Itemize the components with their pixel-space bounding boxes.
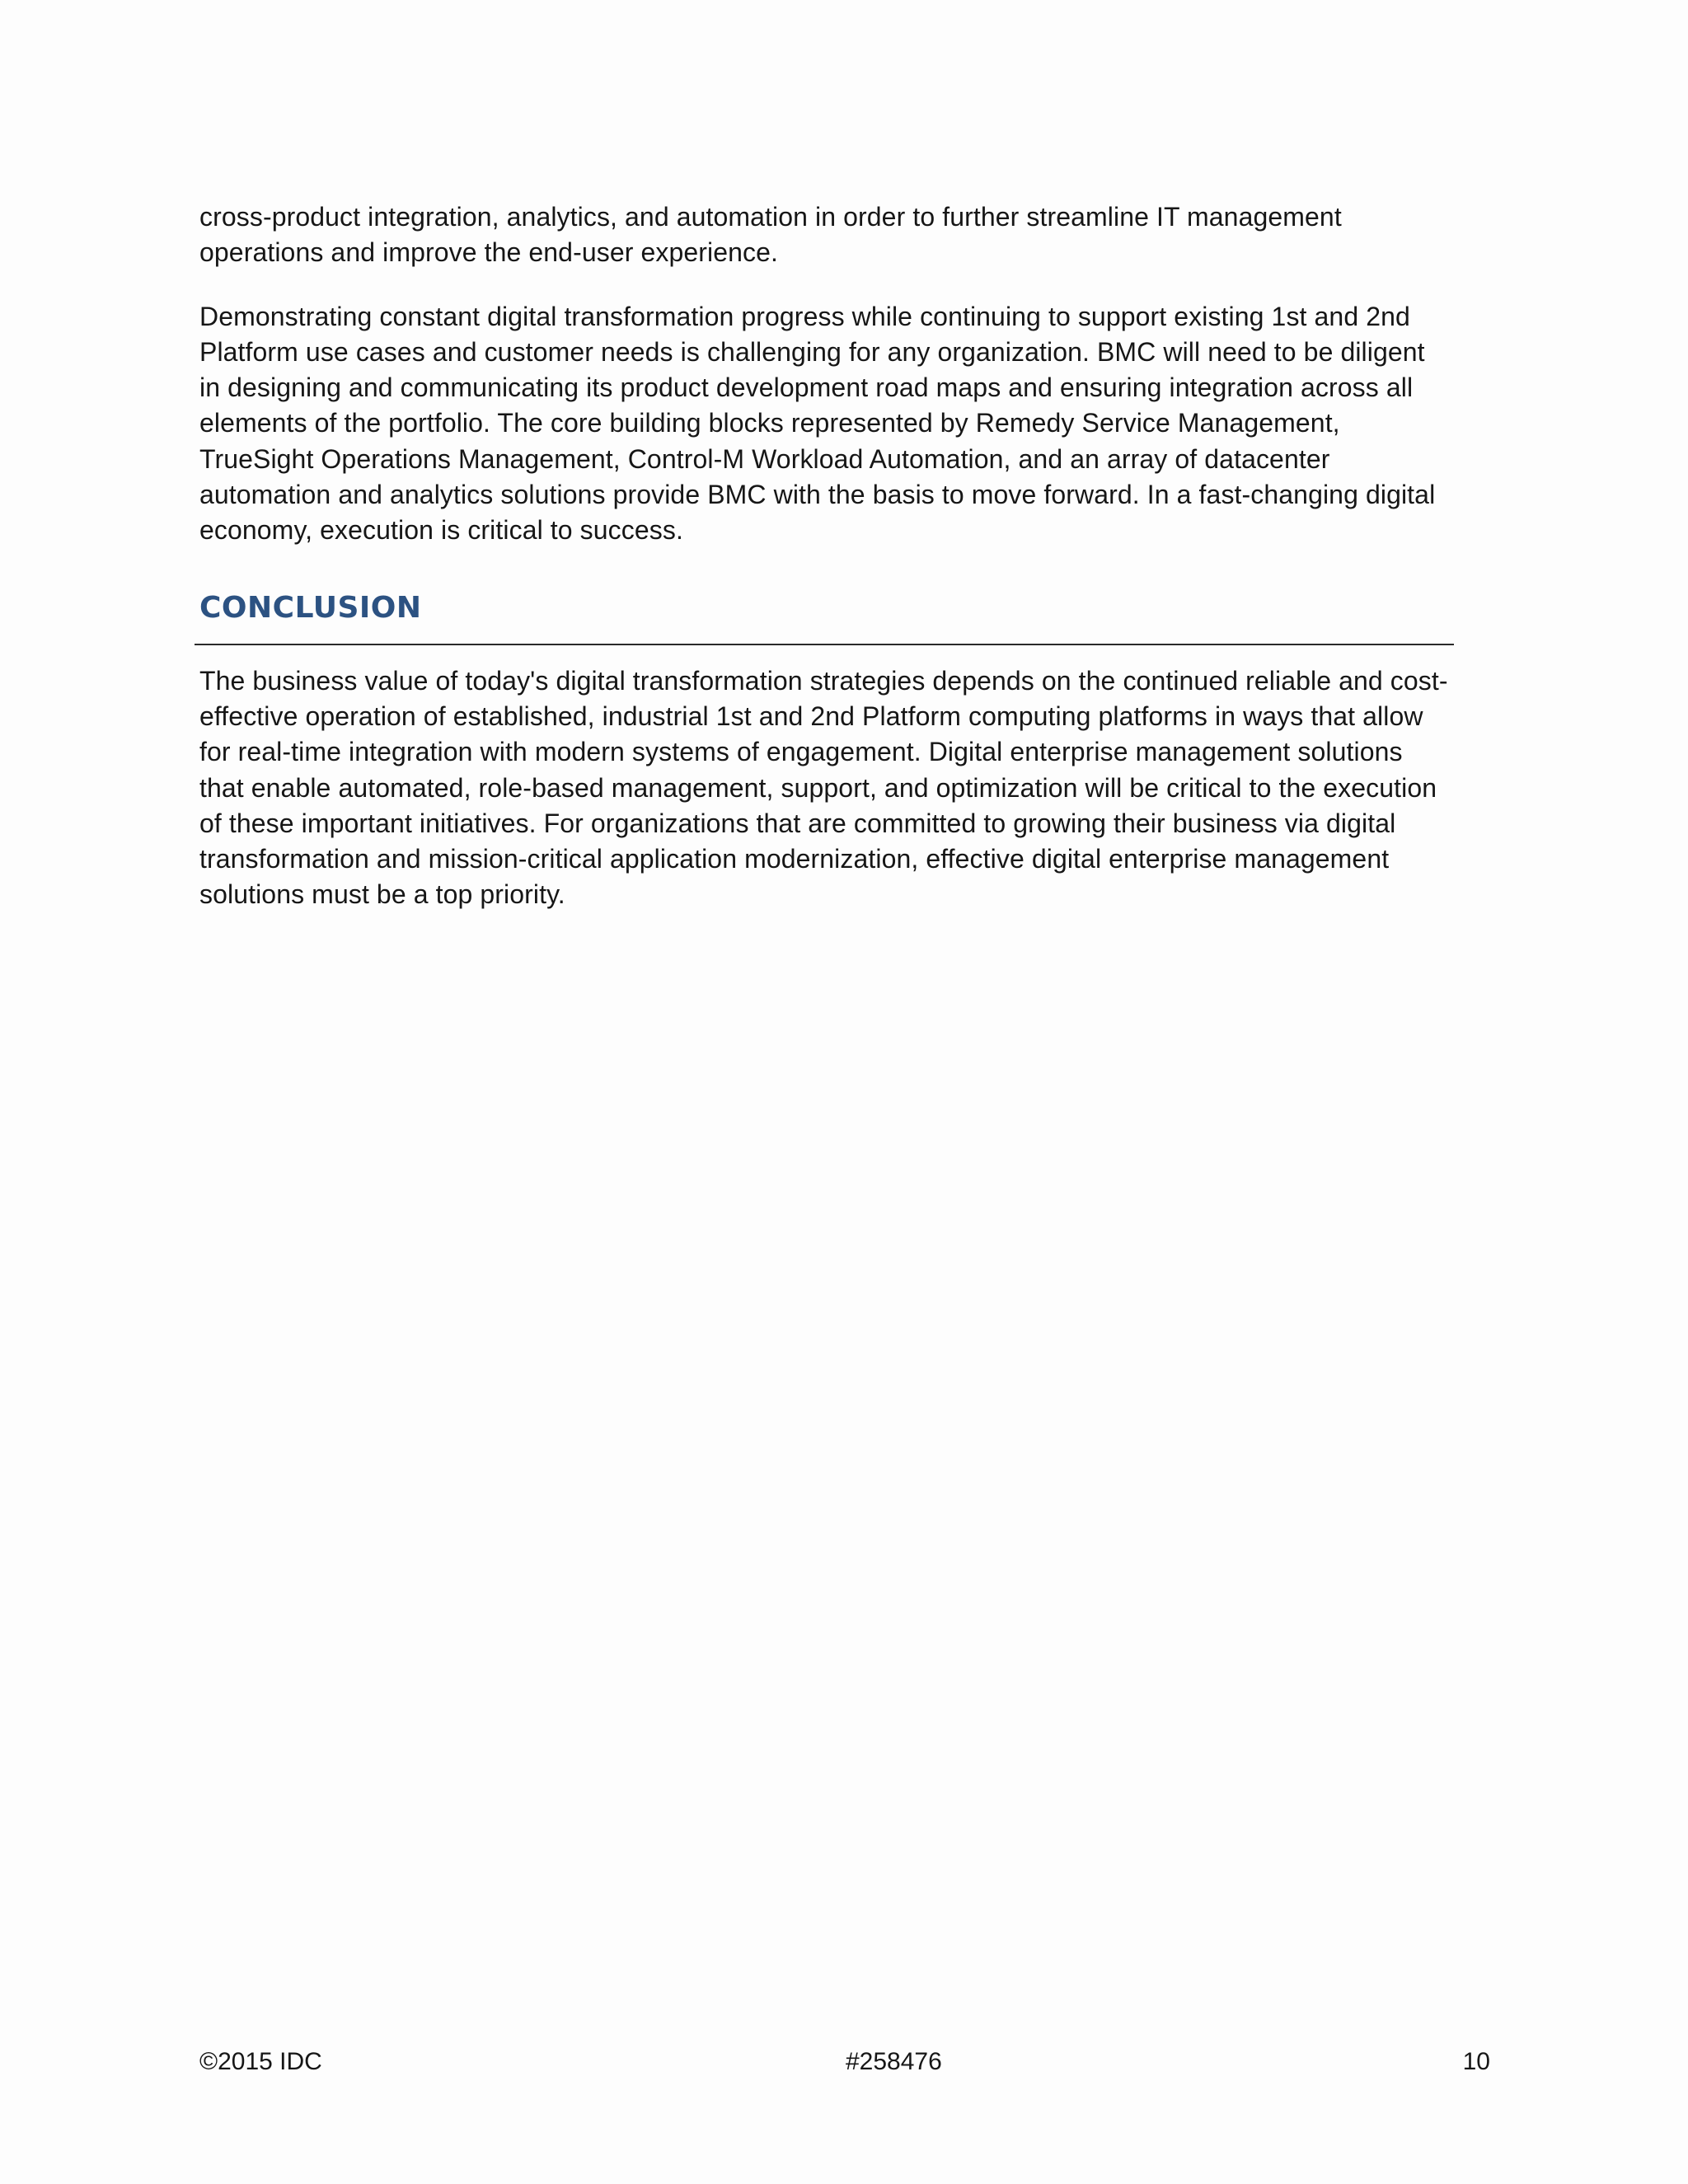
page-content bbox=[199, 199, 1452, 913]
paragraph-digital-transformation: Demonstrating constant digital transformation progress while continuing to support existing 1st and 2nd Platform use cases and customer needs is challenging for any organization. BMC will need to be diligent in designing and communicating its product development road maps and ensuring integration across all elements of the portfolio. The core building blocks represented by Remedy Service Management, TrueSight Operations Management, Control-M Workload Automation, and an array of datacenter automation and analytics solutions provide BMC with the basis to move forward. In a fast-changing digital economy, execution is critical to success. bbox=[199, 301, 1436, 546]
footer-page-number: 10 bbox=[1462, 2048, 1490, 2075]
footer-copyright: ©2015 IDC bbox=[199, 2048, 322, 2075]
section-heading-conclusion: CONCLUSION bbox=[199, 590, 422, 625]
paragraph-intro-continuation: cross-product integration, analytics, and automation in order to further streamline IT management operations and improve the end-user experience. bbox=[199, 202, 1342, 268]
heading-divider bbox=[195, 644, 1454, 645]
footer-document-number: #258476 bbox=[846, 2048, 942, 2075]
paragraph-conclusion: The business value of today's digital transformation strategies depends on the continued reliable and cost-effective operation of established, industrial 1st and 2nd Platform computing platforms in ways that allow for real-time integration with modern systems of engagement. Digital enterprise management solutions that enable automated, role-based management, support, and optimization will be critical to the execution of these important initiatives. For organizations that are committed to growing their business via digital transformation and mission-critical application modernization, effective digital enterprise management solutions must be a top priority. bbox=[199, 665, 1448, 910]
